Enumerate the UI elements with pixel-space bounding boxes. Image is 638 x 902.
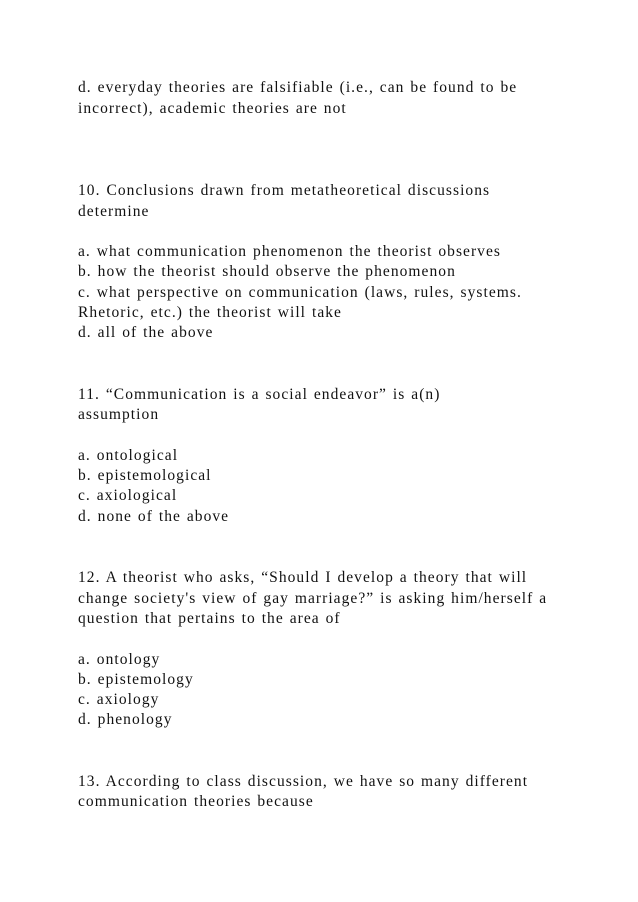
q10-stem-line1: 10. Conclusions drawn from metatheoretical discussions [78, 182, 491, 199]
q12-stem-line3: question that pertains to the area of [78, 610, 341, 627]
q11-option-a: a. ontological [78, 447, 179, 464]
q10-option-c-line2: Rhetoric, etc.) the theorist will take [78, 304, 342, 321]
q11-option-c: c. axiological [78, 487, 178, 504]
q11-option-d: d. none of the above [78, 508, 230, 525]
q10-option-b: b. how the theorist should observe the phenomenon [78, 263, 456, 280]
q12-option-d: d. phenology [78, 711, 173, 728]
q10-option-d: d. all of the above [78, 324, 214, 341]
q11-stem-line1: 11. “Communication is a social endeavor” is a(n) [78, 386, 441, 403]
q10-option-a: a. what communication phenomenon the theorist observes [78, 243, 501, 260]
q12-stem-line2: change society's view of gay marriage?” is asking him/herself a [78, 590, 548, 607]
q12-option-a: a. ontology [78, 651, 161, 668]
q10-option-c-line1: c. what perspective on communication (laws, rules, systems. [78, 284, 522, 301]
q13-stem-line1: 13. According to class discussion, we have so many different [78, 773, 529, 790]
q11-stem-line2: assumption [78, 406, 160, 423]
q10-stem-line2: determine [78, 203, 150, 220]
q12-stem-line1: 12. A theorist who asks, “Should I develop a theory that will [78, 569, 528, 586]
q12-option-c: c. axiology [78, 691, 160, 708]
q9-option-d-line2: incorrect), academic theories are not [78, 100, 347, 117]
q12-option-b: b. epistemology [78, 671, 194, 688]
q13-stem-line2: communication theories because [78, 793, 314, 810]
q11-option-b: b. epistemological [78, 467, 212, 484]
q9-option-d-line1: d. everyday theories are falsifiable (i.e., can be found to be [78, 79, 518, 96]
